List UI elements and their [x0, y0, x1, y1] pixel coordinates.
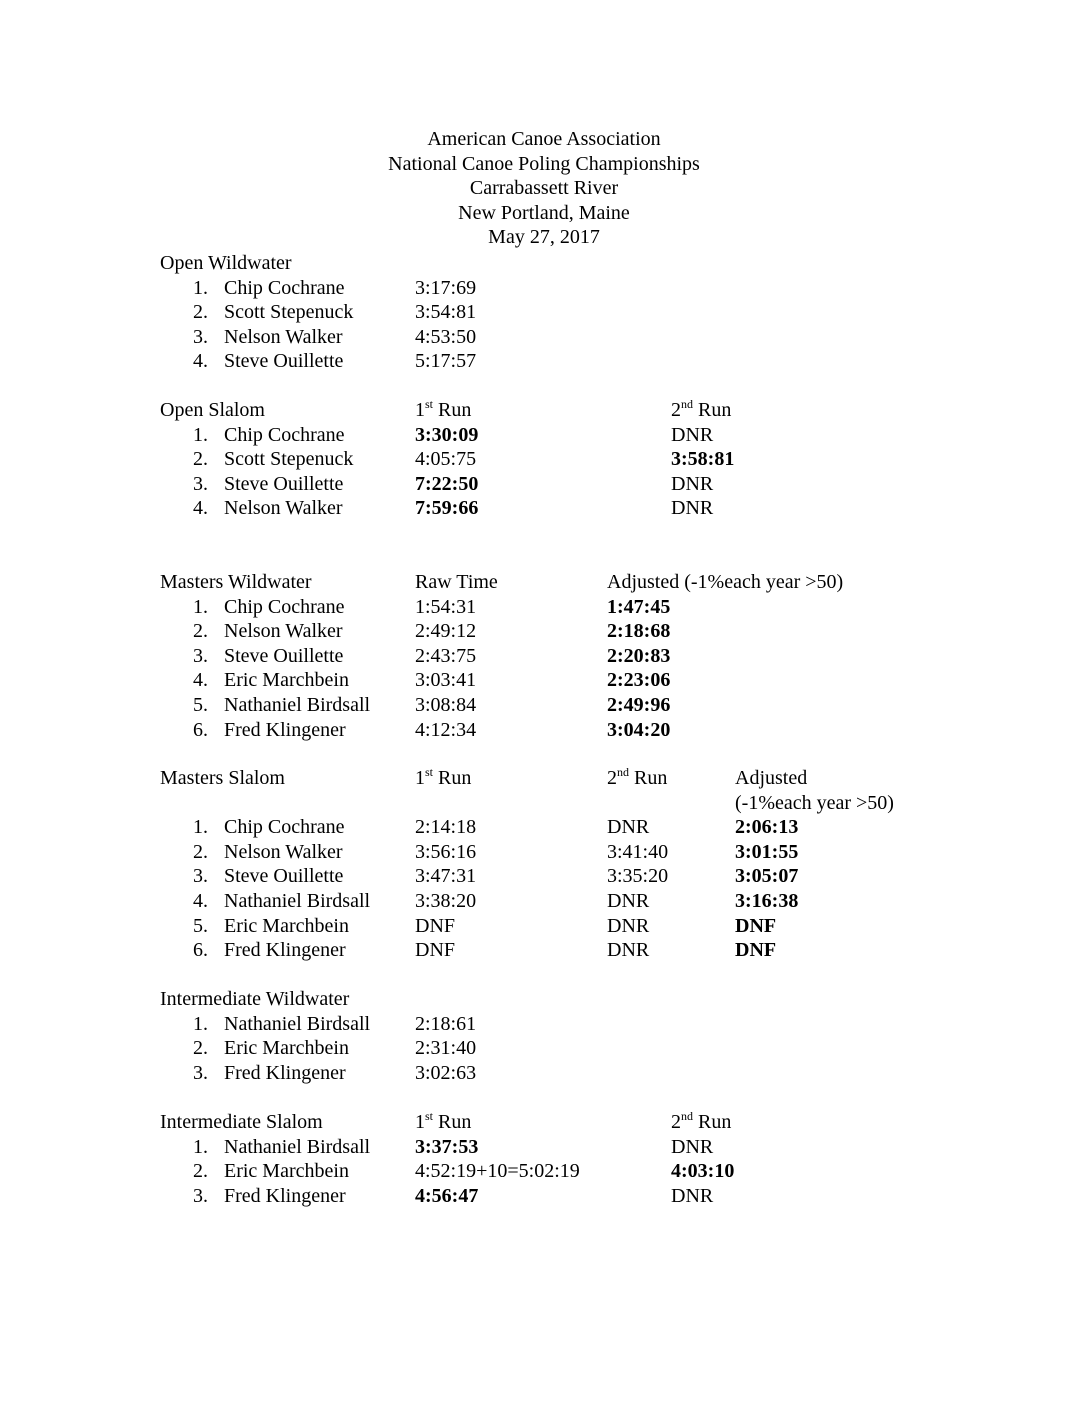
place-number: 1. [193, 1135, 208, 1158]
place-number: 2. [193, 448, 208, 471]
raw-time-header: Raw Time [415, 571, 498, 593]
competitor-name: Nelson Walker [224, 325, 343, 348]
place-number: 3. [193, 1061, 208, 1084]
section-header [160, 398, 1060, 423]
place-number: 1. [193, 816, 208, 839]
run1-time: 3:37:53 [415, 1135, 479, 1158]
competitor-name: Nelson Walker [224, 840, 343, 863]
table-row [160, 1036, 1060, 1061]
section-header [160, 987, 1060, 1012]
competitor-name: Eric Marchbein [224, 914, 349, 937]
run1-time: 7:22:50 [415, 472, 479, 495]
table-row [160, 914, 1060, 939]
place-number: 5. [193, 693, 208, 716]
place-number: 1. [193, 1012, 208, 1035]
run1-time: 2:14:18 [415, 816, 477, 839]
table-row [160, 447, 1060, 472]
run1-time: 4:56:47 [415, 1184, 479, 1207]
section-title: Intermediate Wildwater [160, 988, 350, 1010]
section-header [160, 766, 1060, 791]
table-row [160, 864, 1060, 889]
competitor-name: Fred Klingener [224, 718, 346, 741]
run2-time: 4:03:10 [671, 1160, 735, 1183]
section-header-note [160, 791, 1060, 816]
run1-time: 3:38:20 [415, 889, 477, 912]
place-number: 4. [193, 350, 208, 373]
table-row [160, 693, 1060, 718]
time-value: 3:17:69 [415, 276, 477, 299]
competitor-name: Chip Cochrane [224, 816, 345, 839]
section-title: Open Wildwater [160, 252, 292, 274]
competitor-name: Fred Klingener [224, 1184, 346, 1207]
competitor-name: Fred Klingener [224, 1061, 346, 1084]
place-number: 3. [193, 472, 208, 495]
table-row [160, 1061, 1060, 1086]
run1-time: 4:05:75 [415, 448, 477, 471]
run2-time: DNR [671, 1135, 714, 1158]
raw-time: 2:43:75 [415, 644, 477, 667]
run2-time: 3:35:20 [607, 865, 669, 888]
table-row [160, 668, 1060, 693]
place-number: 2. [193, 301, 208, 324]
run1-time: DNF [415, 939, 456, 962]
table-row [160, 1159, 1060, 1184]
raw-time: 1:54:31 [415, 595, 477, 618]
table-row [160, 472, 1060, 497]
table-row [160, 496, 1060, 521]
place-number: 5. [193, 914, 208, 937]
competitor-name: Eric Marchbein [224, 1160, 349, 1183]
raw-time: 4:12:34 [415, 718, 477, 741]
run2-time: DNR [671, 1184, 714, 1207]
competitor-name: Scott Stepenuck [224, 301, 354, 324]
run2-time: DNR [607, 889, 650, 912]
run2-time: 3:58:81 [671, 448, 735, 471]
competitor-name: Nathaniel Birdsall [224, 889, 371, 912]
adjusted-time: 2:23:06 [607, 669, 671, 692]
time-value: 5:17:57 [415, 350, 477, 373]
adjusted-time: 3:01:55 [735, 840, 799, 863]
place-number: 3. [193, 865, 208, 888]
header-date: May 27, 2017 [488, 226, 600, 249]
competitor-name: Chip Cochrane [224, 595, 345, 618]
run2-header: 2nd Run [607, 765, 668, 789]
competitor-name: Steve Ouillette [224, 644, 344, 667]
run2-time: 3:41:40 [607, 840, 669, 863]
section-header [160, 251, 1060, 276]
run2-time: DNR [607, 816, 650, 839]
place-number: 1. [193, 595, 208, 618]
place-number: 6. [193, 939, 208, 962]
competitor-name: Nelson Walker [224, 620, 343, 643]
run2-time: DNR [671, 497, 714, 520]
time-value: 2:18:61 [415, 1012, 477, 1035]
competitor-name: Steve Ouillette [224, 472, 344, 495]
adjusted-header: Adjusted [735, 767, 808, 789]
adjusted-time: 2:06:13 [735, 816, 799, 839]
table-row [160, 325, 1060, 350]
place-number: 3. [193, 1184, 208, 1207]
run1-time: DNF [415, 914, 456, 937]
competitor-name: Scott Stepenuck [224, 448, 354, 471]
adjusted-time: 3:16:38 [735, 889, 799, 912]
table-row [160, 1012, 1060, 1037]
adjusted-time: DNF [735, 939, 777, 962]
header-river: Carrabassett River [469, 177, 619, 200]
place-number: 2. [193, 620, 208, 643]
competitor-name: Fred Klingener [224, 939, 346, 962]
place-number: 1. [193, 276, 208, 299]
header-location: New Portland, Maine [458, 201, 630, 224]
competitor-name: Steve Ouillette [224, 350, 344, 373]
open-slalom-section [160, 398, 1060, 521]
place-number: 6. [193, 718, 208, 741]
table-row [160, 276, 1060, 301]
table-row [160, 815, 1060, 840]
adjusted-time: 2:18:68 [607, 620, 671, 643]
place-number: 4. [193, 497, 208, 520]
place-number: 4. [193, 669, 208, 692]
place-number: 2. [193, 1037, 208, 1060]
run1-time: 3:56:16 [415, 840, 477, 863]
adjusted-time: 3:05:07 [735, 865, 799, 888]
open-wildwater-section [160, 251, 1060, 374]
adjusted-time: 3:04:20 [607, 718, 671, 741]
place-number: 4. [193, 889, 208, 912]
time-value: 2:31:40 [415, 1037, 477, 1060]
run1-time: 4:52:19+10=5:02:19 [415, 1160, 580, 1183]
place-number: 3. [193, 325, 208, 348]
section-header [160, 1110, 1060, 1135]
time-value: 3:54:81 [415, 301, 477, 324]
competitor-name: Chip Cochrane [224, 276, 345, 299]
table-row [160, 938, 1060, 963]
table-row [160, 889, 1060, 914]
table-row [160, 718, 1060, 743]
run1-time: 3:47:31 [415, 865, 477, 888]
run1-time: 3:30:09 [415, 423, 479, 446]
run2-time: DNR [607, 939, 650, 962]
run2-time: DNR [671, 423, 714, 446]
competitor-name: Nathaniel Birdsall [224, 1012, 371, 1035]
run1-header: 1st Run [415, 765, 472, 789]
table-row [160, 644, 1060, 669]
adjusted-time: 2:49:96 [607, 693, 671, 716]
header-organization: American Canoe Association [427, 128, 661, 150]
adjusted-header: Adjusted (-1%each year >50) [607, 571, 844, 593]
masters-slalom-section [160, 766, 1060, 963]
table-row [160, 423, 1060, 448]
intermediate-wildwater-section [160, 987, 1060, 1085]
raw-time: 2:49:12 [415, 620, 477, 643]
run1-time: 7:59:66 [415, 497, 479, 520]
table-row [160, 1184, 1060, 1209]
table-row [160, 1135, 1060, 1160]
adjusted-note: (-1%each year >50) [735, 791, 894, 814]
competitor-name: Nathaniel Birdsall [224, 1135, 371, 1158]
raw-time: 3:03:41 [415, 669, 477, 692]
place-number: 3. [193, 644, 208, 667]
run2-time: DNR [607, 914, 650, 937]
competitor-name: Chip Cochrane [224, 423, 345, 446]
competitor-name: Eric Marchbein [224, 669, 349, 692]
section-title: Open Slalom [160, 399, 265, 421]
section-title: Intermediate Slalom [160, 1111, 323, 1133]
place-number: 2. [193, 840, 208, 863]
table-row [160, 595, 1060, 620]
competitor-name: Nathaniel Birdsall [224, 693, 371, 716]
raw-time: 3:08:84 [415, 693, 477, 716]
table-row [160, 840, 1060, 865]
run1-header: 1st Run [415, 1109, 472, 1133]
table-row [160, 619, 1060, 644]
competitor-name: Nelson Walker [224, 497, 343, 520]
adjusted-time: DNF [735, 914, 777, 937]
run2-header: 2nd Run [671, 1109, 732, 1133]
section-title: Masters Wildwater [160, 571, 312, 593]
competitor-name: Steve Ouillette [224, 865, 344, 888]
competitor-name: Eric Marchbein [224, 1037, 349, 1060]
table-row [160, 349, 1060, 374]
place-number: 2. [193, 1160, 208, 1183]
header-event: National Canoe Poling Championships [388, 152, 700, 175]
masters-wildwater-section [160, 570, 1060, 742]
time-value: 4:53:50 [415, 325, 477, 348]
run2-header: 2nd Run [671, 397, 732, 421]
run1-header: 1st Run [415, 397, 472, 421]
adjusted-time: 2:20:83 [607, 644, 671, 667]
time-value: 3:02:63 [415, 1061, 477, 1084]
place-number: 1. [193, 423, 208, 446]
adjusted-time: 1:47:45 [607, 595, 671, 618]
table-row [160, 300, 1060, 325]
section-title: Masters Slalom [160, 767, 285, 789]
run2-time: DNR [671, 472, 714, 495]
document-header [0, 127, 1088, 250]
intermediate-slalom-section [160, 1110, 1060, 1208]
section-header [160, 570, 1060, 595]
